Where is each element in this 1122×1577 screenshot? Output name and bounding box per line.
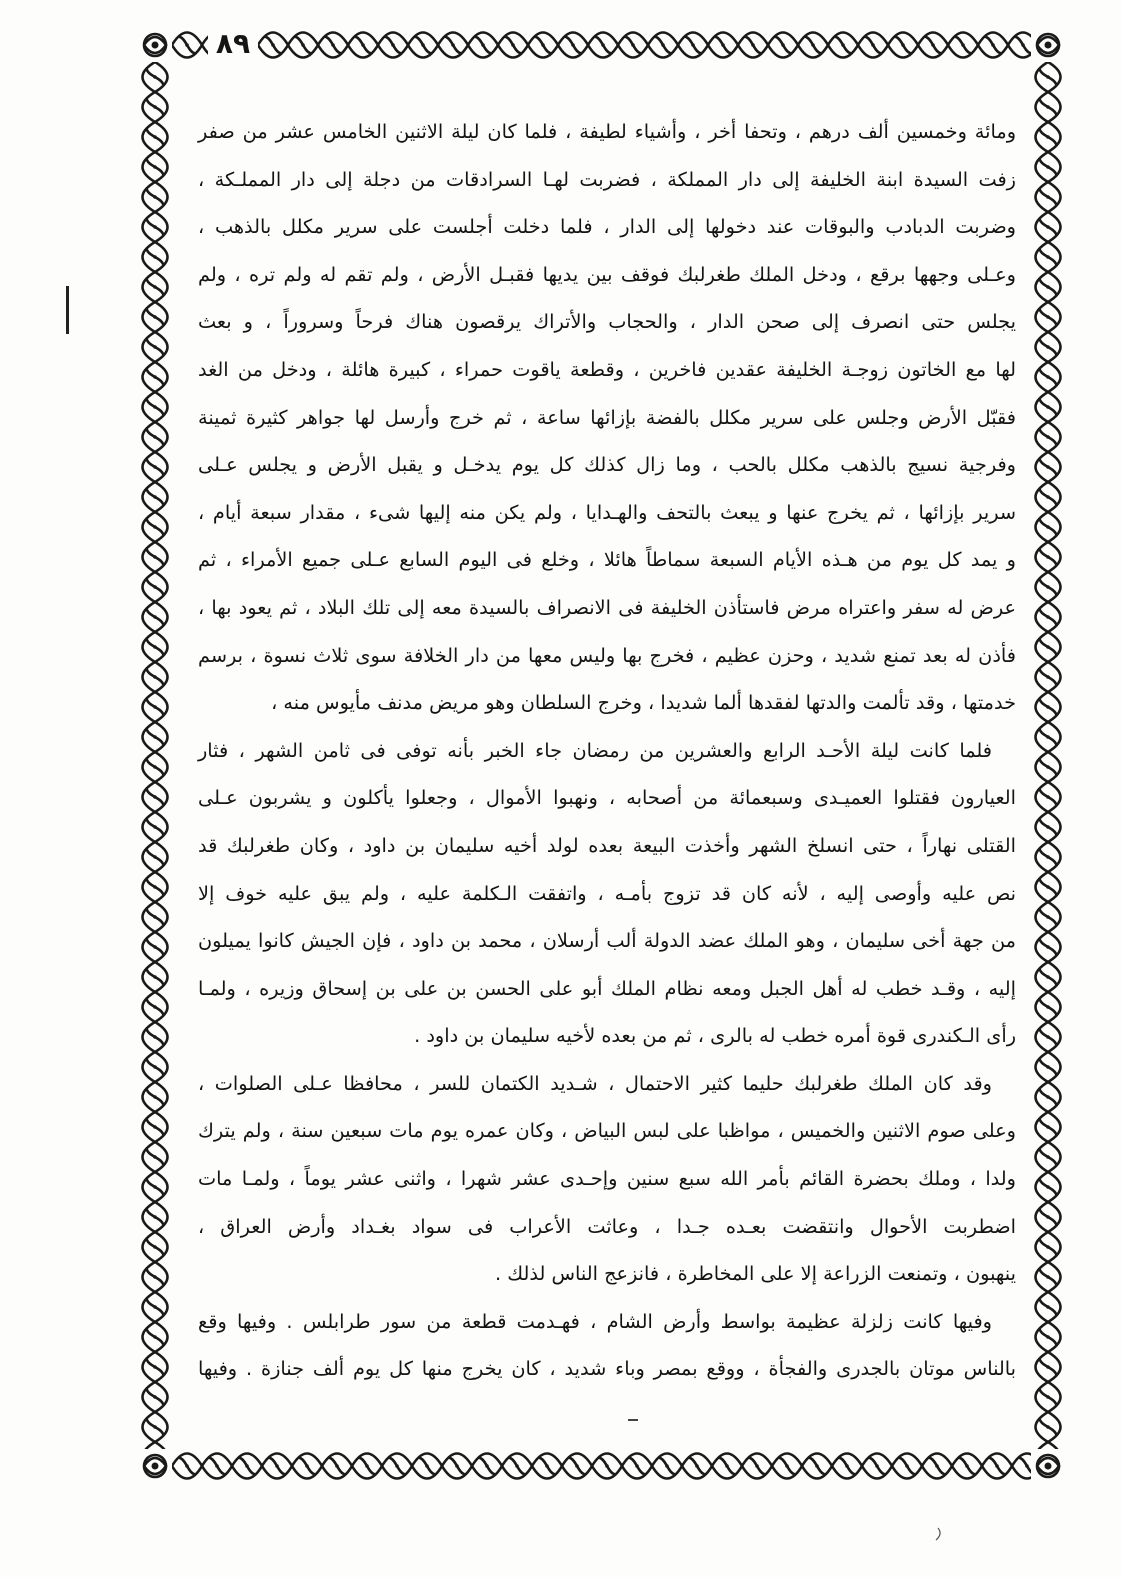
text-line: عرض له سفر واعتراه مرض فاستأذن الخليفة فى الانصراف بالسيدة معه إلى تلك البلاد ، ثم يعود بها ، [198,595,1016,619]
text-line: وعـلى وجهها برقع ، ودخل الملك طغرلبك فوقف بين يديها فقبـل الأرض ، ولم تقم له ولم تره ، ولم [198,262,1016,286]
text-line: القتلى نهاراً ، حتى انسلخ الشهر وأخذت البيعة بعده لولد أخيه سليمان بن داود ، وكان طغرلبك قد [198,833,1016,857]
text-line: نص عليه وأوصى إليه ، لأنه كان قد تزوج بأمـه ، واتفقت الـكلمة عليه ، ولم يبق عليه خوف إلا [198,881,1016,905]
border-bottom [172,1449,1031,1483]
border-top [258,28,1031,62]
page-body [198,108,1016,1393]
corner-ornament-bottom-right [1037,1455,1059,1477]
text-line: وضربت الدبادب والبوقات عند دخولها إلى الدار ، فلما دخلت أجلست على سرير مكلل بالذهب ، [198,215,1016,239]
border-left [138,62,172,1449]
text-line: بالناس موتان بالجدرى والفجأة ، ووقع بمصر وباء شديد ، كان يخرج منها كل يوم ألف جنازة . وفيها [198,1357,1016,1381]
scan-mark [936,1528,940,1540]
text-line: وفرجية نسيج بالذهب مكلل بالحب ، وما زال كذلك كل يوم يدخـل و يقبل الأرض و يجلس عـلى [198,453,1016,477]
corner-ornament-top-right [1037,34,1059,56]
paragraph [198,1298,1016,1393]
corner-ornament-bottom-left [144,1455,166,1477]
text-line: فقبّل الأرض وجلس على سرير مكلل بالفضة بإزائها ساعة ، ثم خرج وأرسل لها جواهر كثيرة ثمينة [198,405,1016,429]
margin-mark [66,286,69,334]
text-line: وفيها كانت زلزلة عظيمة بواسط وأرض الشام ، فهـدمت قطعة من سور طرابلس . وفيها وقع [198,1309,992,1333]
text-line: اضطربت الأحوال وانتقضت بعـده جـدا ، وعاثت الأعراب فى سواد بغـداد وأرض العراق ، [198,1214,1016,1238]
text-line: سرير بإزائها ، ثم يخرج عنها و يبعث بالتحف والهـدايا ، ولم يكن منه إليها شىء ، مقدار سبعة أيام ، [198,500,1016,524]
text-line: ولدا ، وملك بحضرة القائم بأمر الله سبع سنين وإحـدى عشر شهرا ، واثنى عشر يوماً ، ولمـا مات [198,1167,1016,1191]
text-line: وقد كان الملك طغرلبك حليما كثير الاحتمال ، شـديد الكتمان للسر ، محافظا عـلى الصلوات ، [198,1071,992,1095]
text-line: ينهبون ، وتمنعت الزراعة إلا على المخاطرة ، فانزعج الناس لذلك . [495,1262,1016,1286]
print-mark [628,1419,638,1421]
text-line: لها مع الخاتون زوجـة الخليفة عقدين فاخرين ، وقطعة ياقوت حمراء ، كبيرة هائلة ، ودخل من الغد [198,357,1016,381]
text-line: إليه ، وقـد خطب له أهل الجبل ومعه نظام الملك أبو على الحسن بن على بن إسحاق وزيره ، ولمـا [198,976,1016,1000]
border-right [1031,62,1065,1449]
page-number: ٨٩ [215,27,251,60]
text-line: و يمد كل يوم من هـذه الأيام السبعة سماطاً هائلا ، وخلع فى اليوم السابع عـلى جميع الأمراء ، ثم [198,548,1016,572]
text-line: فلما كانت ليلة الأحـد الرابع والعشرين من رمضان جاء الخبر بأنه توفى فى ثامن الشهر ، فثار [198,738,992,762]
text-line: من جهة أخى سليمان ، وهو الملك عضد الدولة ألب أرسلان ، محمد بن داود ، فإن الجيش كانوا يميلون [198,929,1016,953]
text-line: فأذن له بعد تمنع شديد ، وحزن عظيم ، فخرج بها وليس معها من دار الخلافة سوى ثلاث نسوة ، برسم [198,643,1016,667]
corner-ornament-top-left [144,34,166,56]
paragraph [198,108,1016,727]
text-line: رأى الـكندرى قوة أمره خطب له بالرى ، ثم من بعده لأخيه سليمان بن داود . [414,1024,1016,1048]
text-line: العيارون فقتلوا العميـدى وسبعمائة من أصحابه ، ونهبوا الأموال ، وجعلوا يأكلون و يشربون عـلى [198,786,1016,810]
border-top-left-segment [172,28,208,62]
paragraph [198,727,1016,1060]
paragraph [198,1060,1016,1298]
text-line: وعلى صوم الاثنين والخميس ، مواظبا على لبس البياض ، وكان عمره يوم مات سبعين سنة ، ولم يترك [198,1119,1016,1143]
text-line: زفت السيدة ابنة الخليفة إلى دار المملكة ، فضربت لهـا السرادقات من دجلة إلى دار المملـكة ، [198,167,1016,191]
text-line: خدمتها ، وقد تألمت والدتها لفقدها ألما شديدا ، وخرج السلطان وهو مريض مدنف مأيوس منه ، [271,691,1016,715]
text-line: يجلس حتى انصرف إلى صحن الدار ، والحجاب والأتراك يرقصون هناك فرحاً وسروراً ، و بعث [198,310,1016,334]
text-line: ومائة وخمسين ألف درهم ، وتحفا أخر ، وأشياء لطيفة ، فلما كان ليلة الاثنين الخامس عشر من صفر [198,120,1016,143]
